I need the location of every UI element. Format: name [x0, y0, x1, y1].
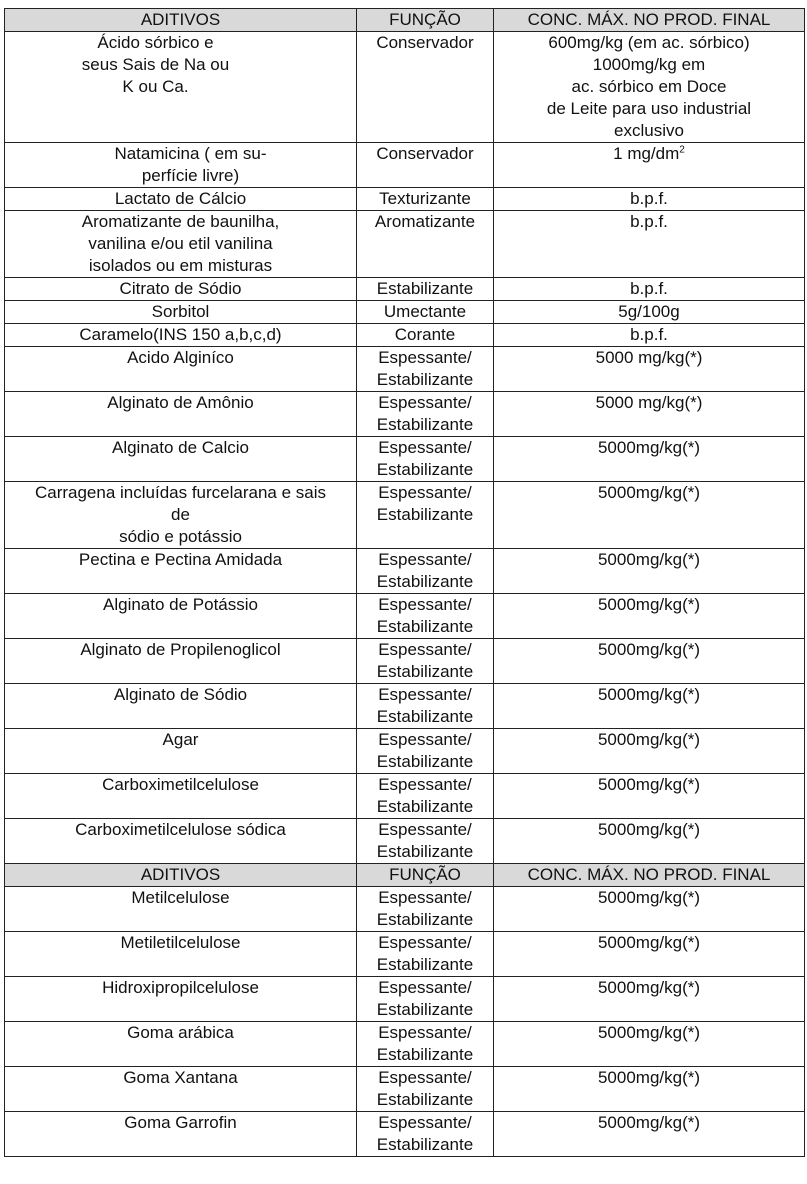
header-conc: CONC. MÁX. NO PROD. FINAL — [494, 9, 805, 32]
cell-funcao: Corante — [357, 324, 494, 347]
cell-aditivo: Pectina e Pectina Amidada — [5, 549, 357, 594]
cell-conc: 5000mg/kg(*) — [494, 932, 805, 977]
table-row — [5, 1022, 805, 1067]
cell-conc: 5000mg/kg(*) — [494, 482, 805, 549]
cell-funcao: Espessante/ Estabilizante — [357, 639, 494, 684]
cell-aditivo: Ácido sórbico e seus Sais de Na ou K ou Ca. — [5, 32, 357, 143]
cell-aditivo: Alginato de Propilenoglicol — [5, 639, 357, 684]
cell-conc: b.p.f. — [494, 324, 805, 347]
table-header-row — [5, 9, 805, 32]
table-row — [5, 594, 805, 639]
table-row — [5, 932, 805, 977]
cell-aditivo: Alginato de Sódio — [5, 684, 357, 729]
table-row — [5, 639, 805, 684]
cell-aditivo: Goma Garrofin — [5, 1112, 357, 1157]
header-aditivos: ADITIVOS — [5, 9, 357, 32]
cell-funcao: Espessante/ Estabilizante — [357, 482, 494, 549]
cell-aditivo: Hidroxipropilcelulose — [5, 977, 357, 1022]
cell-conc: 5000mg/kg(*) — [494, 1022, 805, 1067]
cell-aditivo: Carboximetilcelulose sódica — [5, 819, 357, 864]
table-row — [5, 977, 805, 1022]
cell-funcao: Umectante — [357, 301, 494, 324]
additives-table — [4, 8, 805, 1157]
cell-conc: 600mg/kg (em ac. sórbico) 1000mg/kg em ac. sórbico em Doce de Leite para uso industrial exclusivo — [494, 32, 805, 143]
cell-funcao: Texturizante — [357, 188, 494, 211]
table-row — [5, 549, 805, 594]
cell-funcao: Espessante/ Estabilizante — [357, 1022, 494, 1067]
cell-conc: b.p.f. — [494, 278, 805, 301]
table-row — [5, 347, 805, 392]
cell-funcao: Conservador — [357, 143, 494, 188]
table-row — [5, 324, 805, 347]
table-row — [5, 887, 805, 932]
cell-funcao: Espessante/ Estabilizante — [357, 729, 494, 774]
table-header-row-repeat — [5, 864, 805, 887]
table-row — [5, 729, 805, 774]
cell-aditivo: Alginato de Amônio — [5, 392, 357, 437]
table-row — [5, 684, 805, 729]
cell-conc: 5000mg/kg(*) — [494, 774, 805, 819]
table-row — [5, 301, 805, 324]
table-row — [5, 819, 805, 864]
cell-conc: 5000 mg/kg(*) — [494, 392, 805, 437]
cell-conc: 5000mg/kg(*) — [494, 887, 805, 932]
cell-funcao: Aromatizante — [357, 211, 494, 278]
cell-conc: b.p.f. — [494, 211, 805, 278]
cell-aditivo: Carragena incluídas furcelarana e sais de sódio e potássio — [5, 482, 357, 549]
cell-aditivo: Lactato de Cálcio — [5, 188, 357, 211]
cell-aditivo: Alginato de Calcio — [5, 437, 357, 482]
conc-superscript: 2 — [679, 144, 685, 156]
table-row — [5, 437, 805, 482]
cell-funcao: Espessante/ Estabilizante — [357, 684, 494, 729]
header-funcao: FUNÇÃO — [357, 9, 494, 32]
cell-aditivo: Agar — [5, 729, 357, 774]
cell-funcao: Espessante/ Estabilizante — [357, 549, 494, 594]
cell-conc: 5000mg/kg(*) — [494, 1112, 805, 1157]
header-aditivos: ADITIVOS — [5, 864, 357, 887]
cell-aditivo: Natamicina ( em su- perfície livre) — [5, 143, 357, 188]
table-row — [5, 774, 805, 819]
cell-conc — [494, 143, 805, 188]
cell-funcao: Espessante/ Estabilizante — [357, 774, 494, 819]
cell-conc: b.p.f. — [494, 188, 805, 211]
table-row — [5, 188, 805, 211]
cell-aditivo: Goma arábica — [5, 1022, 357, 1067]
cell-funcao: Espessante/ Estabilizante — [357, 887, 494, 932]
cell-funcao: Espessante/ Estabilizante — [357, 977, 494, 1022]
cell-conc: 5000 mg/kg(*) — [494, 347, 805, 392]
table-row — [5, 392, 805, 437]
cell-aditivo: Sorbitol — [5, 301, 357, 324]
table-row — [5, 278, 805, 301]
cell-aditivo: Carboximetilcelulose — [5, 774, 357, 819]
cell-aditivo: Alginato de Potássio — [5, 594, 357, 639]
cell-conc: 5000mg/kg(*) — [494, 729, 805, 774]
cell-conc: 5000mg/kg(*) — [494, 549, 805, 594]
cell-conc: 5000mg/kg(*) — [494, 594, 805, 639]
cell-aditivo: Caramelo(INS 150 a,b,c,d) — [5, 324, 357, 347]
cell-conc: 5000mg/kg(*) — [494, 977, 805, 1022]
header-funcao: FUNÇÃO — [357, 864, 494, 887]
cell-conc: 5000mg/kg(*) — [494, 639, 805, 684]
cell-funcao: Espessante/ Estabilizante — [357, 392, 494, 437]
cell-aditivo: Acido Alginíco — [5, 347, 357, 392]
cell-conc: 5000mg/kg(*) — [494, 684, 805, 729]
cell-conc: 5000mg/kg(*) — [494, 819, 805, 864]
header-conc: CONC. MÁX. NO PROD. FINAL — [494, 864, 805, 887]
cell-conc: 5000mg/kg(*) — [494, 1067, 805, 1112]
table-row — [5, 482, 805, 549]
table-row — [5, 143, 805, 188]
cell-funcao: Espessante/ Estabilizante — [357, 932, 494, 977]
cell-aditivo: Citrato de Sódio — [5, 278, 357, 301]
table-row — [5, 32, 805, 143]
cell-funcao: Estabilizante — [357, 278, 494, 301]
cell-aditivo: Aromatizante de baunilha, vanilina e/ou etil vanilina isolados ou em misturas — [5, 211, 357, 278]
cell-funcao: Espessante/ Estabilizante — [357, 819, 494, 864]
cell-aditivo: Metilcelulose — [5, 887, 357, 932]
cell-funcao: Conservador — [357, 32, 494, 143]
cell-funcao: Espessante/ Estabilizante — [357, 437, 494, 482]
conc-value: 1 mg/dm — [613, 144, 680, 163]
table-row — [5, 1112, 805, 1157]
table-row — [5, 1067, 805, 1112]
cell-aditivo: Goma Xantana — [5, 1067, 357, 1112]
cell-funcao: Espessante/ Estabilizante — [357, 347, 494, 392]
cell-conc: 5g/100g — [494, 301, 805, 324]
table-row — [5, 211, 805, 278]
cell-aditivo: Metiletilcelulose — [5, 932, 357, 977]
cell-funcao: Espessante/ Estabilizante — [357, 594, 494, 639]
cell-funcao: Espessante/ Estabilizante — [357, 1067, 494, 1112]
cell-conc: 5000mg/kg(*) — [494, 437, 805, 482]
cell-funcao: Espessante/ Estabilizante — [357, 1112, 494, 1157]
